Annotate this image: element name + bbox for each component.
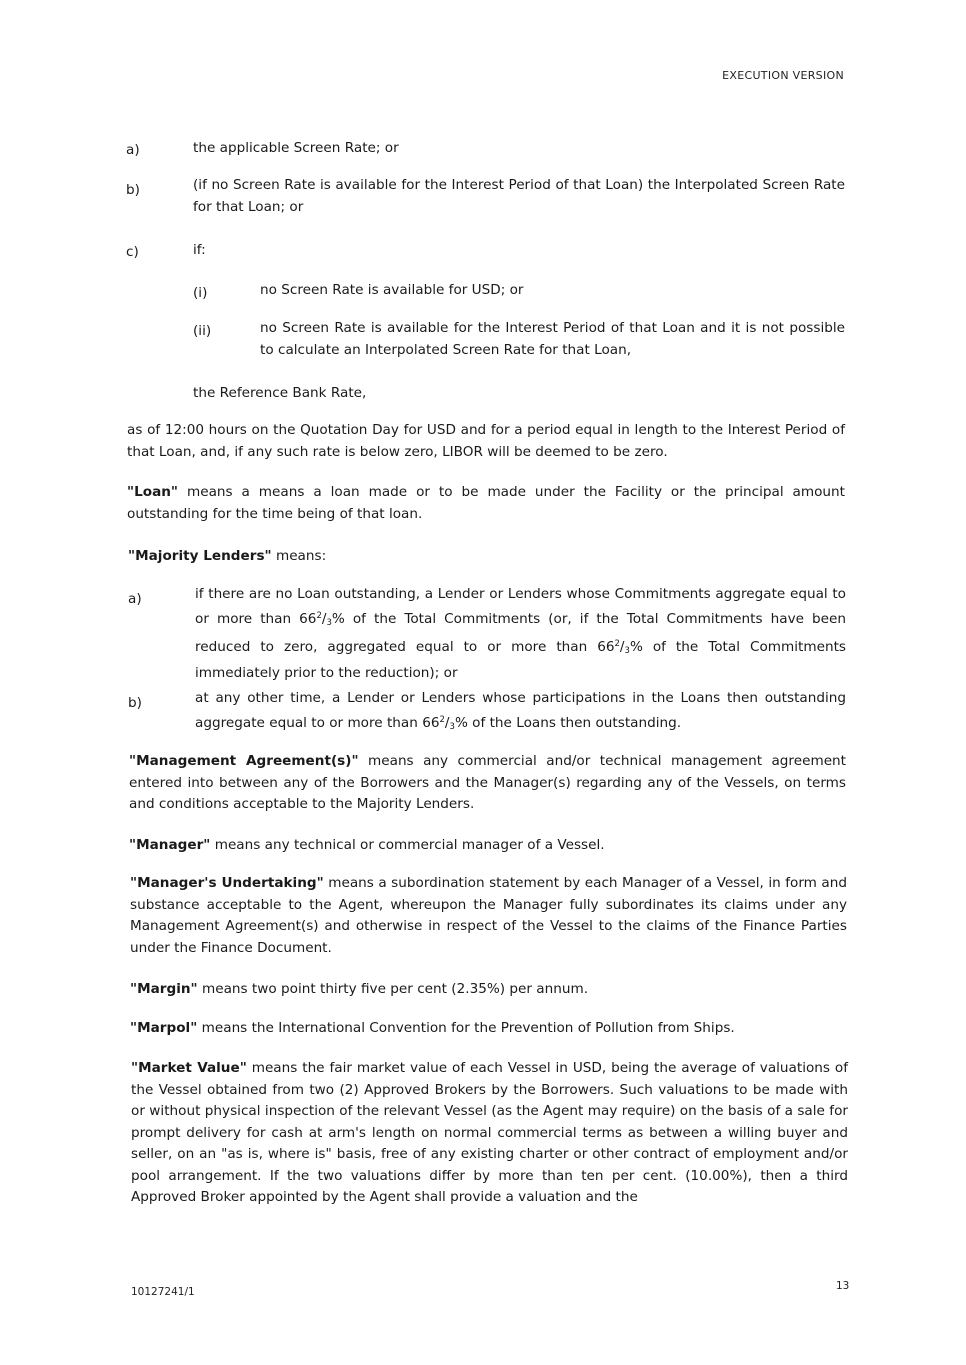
list-item-text: if there are no Loan outstanding, a Lender or Lenders whose Commitments aggregate equal to or more than $66^2/_3\%$ of the Total Commitments (or, if the Total Commitments have been reduced to zero, aggregated equal to or more than $66^2/_3\%$ of the Total Commitments immediately prior to the reduction); or	[195, 586, 846, 681]
list-label: a)	[126, 142, 140, 158]
list-item-text: (if no Screen Rate is available for the Interest Period of that Loan) the Interpolated Screen Rate for that Loan; or	[193, 177, 845, 215]
definition-text: means the International Convention for the Prevention of Pollution from Ships.	[197, 1020, 735, 1036]
list-item-text: if:	[193, 242, 206, 258]
definition-text: means any commercial and/or technical management agreement entered into between any of the Borrowers and the Manager(s) regarding any of the Vessels, on terms and conditions acceptable to the Majority Lenders.	[129, 753, 846, 812]
defined-term: "Margin"	[130, 981, 198, 997]
list-label: b)	[126, 182, 140, 198]
list-item-text: at any other time, a Lender or Lenders whose participations in the Loans then outstanding aggregate equal to or more than $66^2/_3\%$ of the Loans then outstanding.	[195, 690, 846, 732]
defined-term: "Market Value"	[131, 1060, 247, 1076]
fallback-text: the Reference Bank Rate,	[193, 385, 367, 401]
fraction-numerator: 2	[316, 610, 322, 621]
sublist-label: (i)	[193, 285, 208, 301]
fraction-denominator: 3	[449, 721, 455, 732]
definition-manager	[129, 835, 846, 857]
page-number: 13	[836, 1280, 850, 1292]
definition-text: means any technical or commercial manager of a Vessel.	[210, 837, 605, 853]
defined-term: "Manager's Undertaking"	[130, 875, 324, 891]
sublist-item-text: no Screen Rate is available for the Interest Period of that Loan and it is not possible to calculate an Interpolated Screen Rate for that Loan,	[260, 320, 845, 358]
definition-marpol	[130, 1018, 847, 1040]
definition-text: means two point thirty five per cent (2.35%) per annum.	[197, 981, 589, 997]
sublist-item-text: no Screen Rate is available for USD; or	[260, 282, 524, 298]
libor-closing-paragraph: as of 12:00 hours on the Quotation Day for USD and for a period equal in length to the Interest Period of that Loan, and, if any such rate is below zero, LIBOR will be deemed to be zero.	[127, 422, 845, 460]
definition-text: means:	[271, 548, 327, 564]
sublist-label: (ii)	[193, 323, 212, 339]
fraction-numerator: 2	[614, 639, 620, 649]
list-item-text: the applicable Screen Rate; or	[193, 140, 399, 156]
definition-managers-undertaking	[130, 873, 847, 959]
defined-term: "Management Agreement(s)"	[129, 753, 359, 769]
document-id: 10127241/1	[131, 1286, 195, 1298]
definition-text: means a subordination statement by each Manager of a Vessel, in form and substance acceptable to the Agent, whereupon the Manager fully subordinates its claims under any Management Agreement(s) and otherwise in respect of the Vessel to the claims of the Finance Parties under the Finance Document.	[130, 875, 847, 956]
text-run: if there are no Loan outstanding, a Lender or Lenders whose Commitments aggregate equal to or more than 66	[195, 586, 846, 627]
defined-term: "Majority Lenders"	[128, 548, 272, 564]
defined-term: "Loan"	[127, 484, 179, 500]
defined-term: "Manager"	[129, 837, 211, 853]
fraction-denominator: 3	[624, 646, 630, 656]
fraction-denominator: 3	[326, 617, 332, 628]
text-run: at any other time, a Lender or Lenders whose participations in the Loans then outstanding aggregate equal to or more than 66	[195, 690, 846, 731]
text-run: % of the Total Commitments immediately prior to the reduction); or	[195, 639, 846, 681]
fraction-numerator: 2	[439, 714, 445, 725]
definition-management-agreement	[129, 751, 846, 816]
text-run: % of the Loans then outstanding.	[454, 714, 682, 731]
definition-text: means the fair market value of each Vessel in USD, being the average of valuations of the Vessel obtained from two (2) Approved Brokers by the Borrowers. Such valuations to be made with or without physical inspection of the relevant Vessel (as the Agent may require) on the basis of a sale for prompt delivery for cash at arm's length on normal commercial terms as between a willing buyer and seller, on an "as is, where is" basis, free of any existing charter or other contract of employment and/or pool arrangement. If the two valuations differ by more than ten per cent. (10.00%), then a third Approved Broker appointed by the Agent shall provide a valuation and the	[131, 1060, 849, 1205]
list-label: c)	[126, 244, 139, 260]
defined-term: "Marpol"	[130, 1020, 198, 1036]
definition-majority-lenders	[128, 546, 846, 568]
definition-text: means a means a loan made or to be made under the Facility or the principal amount outstanding for the time being of that loan.	[127, 484, 845, 522]
definition-loan	[127, 482, 845, 525]
text-run: % of the Total Commitments (or, if the Total Commitments have been reduced to zero, aggregated equal to or more than 66	[195, 610, 846, 655]
definition-margin	[130, 979, 847, 1001]
definition-market-value	[131, 1058, 848, 1209]
list-label: b)	[128, 695, 142, 711]
list-label: a)	[128, 591, 142, 607]
execution-version-header: EXECUTION VERSION	[722, 69, 844, 82]
